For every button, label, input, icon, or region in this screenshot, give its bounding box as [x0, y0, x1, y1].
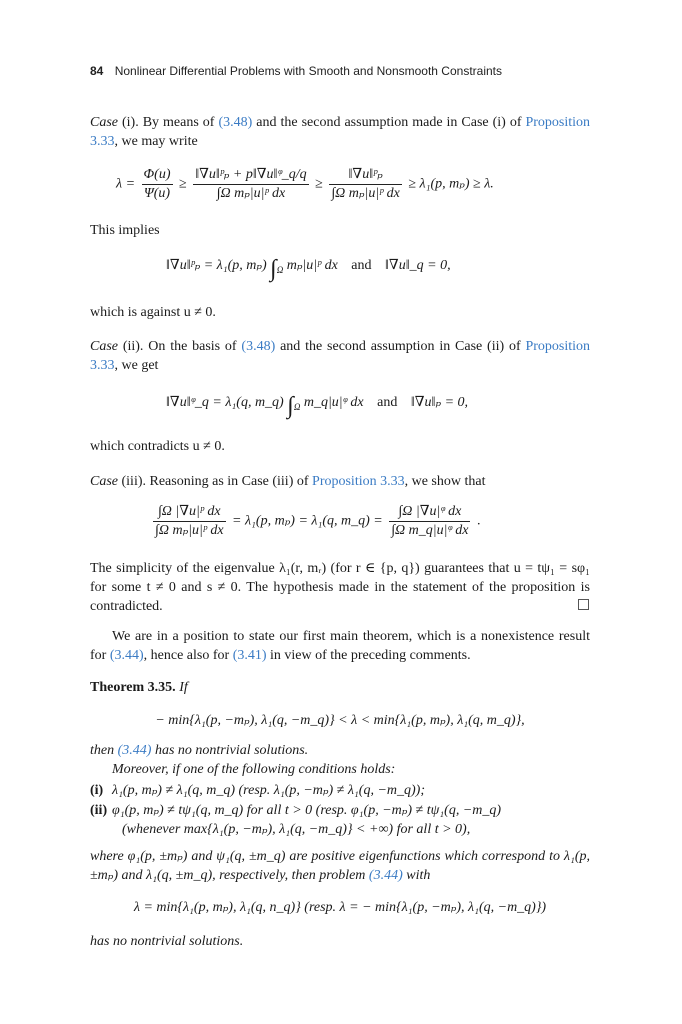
position-paragraph — [90, 627, 590, 665]
case-2-text-b: and the second assumption in Case (ii) of — [280, 339, 521, 354]
denominator: ∫Ω mₚ|u|ᵖ dx — [331, 186, 400, 201]
running-header — [90, 64, 590, 78]
numerator: ‖∇u‖ᵖₚ + p‖∇u‖ᵠ_q/q — [193, 166, 308, 185]
case-label: Case — [90, 339, 118, 354]
fraction — [142, 166, 173, 203]
condition-ii-continued — [122, 820, 592, 839]
case-number: (i). — [122, 115, 139, 130]
case-1-text-b: and the second assumption made in Case (i) of — [256, 115, 522, 130]
fraction — [193, 166, 308, 203]
equation-2 — [166, 256, 451, 283]
contradicts-sentence: which contradicts u ≠ 0. — [90, 439, 225, 454]
fraction — [329, 166, 402, 203]
eq3-left: ‖∇u‖ᵠ_q = λ₁(q, m_q) — [166, 395, 284, 410]
eq2-right: ‖∇u‖_q = 0, — [385, 258, 451, 273]
then-text-a: then — [90, 743, 115, 758]
case-3-text-a: Reasoning as in Case (iii) of — [149, 474, 309, 489]
condition-i — [90, 781, 590, 800]
integrand: mₚ|u|ᵖ dx — [286, 258, 338, 273]
integrand: m_q|u|ᵠ dx — [303, 395, 364, 410]
equation-3 — [166, 393, 468, 420]
case-3-paragraph — [90, 472, 590, 491]
condition-label: (i) — [90, 783, 104, 798]
condition-ii — [90, 801, 590, 820]
proposition-link[interactable]: Proposition 3.33 — [90, 339, 591, 373]
contradicts-text — [90, 437, 590, 456]
against-text — [90, 303, 590, 322]
eq3-right: ‖∇u‖ₚ = 0, — [410, 395, 469, 410]
then-text-b: has no nontrivial solutions. — [154, 743, 309, 758]
theorem-heading — [90, 678, 590, 697]
numerator: Φ(u) — [142, 166, 173, 185]
condition-text: φ₁(p, mₚ) ≠ tψ₁(q, m_q) for all t > 0 (resp. φ₁(p, −mₚ) ≠ tψ₁(q, −m_q) — [112, 803, 502, 818]
moreover-line: Moreover, if one of the following conditions holds: — [112, 762, 396, 777]
case-1-paragraph — [90, 113, 590, 151]
qed-square-icon — [578, 599, 589, 610]
denominator: Ψ(u) — [143, 186, 171, 201]
case-2-paragraph — [90, 337, 590, 375]
where-paragraph — [90, 847, 590, 885]
eq1-tail: ≥ λ₁(p, mₚ) ≥ λ. — [408, 176, 494, 192]
then-line — [90, 741, 590, 760]
equation-link[interactable]: (3.48) — [241, 339, 276, 354]
case-2-text-a: On the basis of — [148, 339, 237, 354]
against-sentence: which is against u ≠ 0. — [90, 305, 216, 320]
eq1-lhs: λ = — [116, 176, 136, 192]
denominator: ∫Ω mₚ|u|ᵖ dx — [216, 186, 286, 201]
and-word: and — [351, 258, 372, 273]
equation-link[interactable]: (3.44) — [368, 868, 403, 883]
simplicity-paragraph: The simplicity of the eigenvalue λ₁(r, mᵣ) (for r ∈ {p, q}) guarantees that u = tψ₁ = sφ₁ for some t ≠ 0 and s ≠ 0. The hypothesis made in the statement of the proposition is contradicted. — [90, 561, 590, 614]
geq-sign: ≥ — [315, 176, 323, 192]
integral-sign: ∫ — [270, 256, 277, 282]
condition-text-continued: (whenever max{λ₁(p, −mₚ), λ₁(q, −m_q)} < +∞) for all t > 0), — [122, 822, 471, 837]
equation-4 — [150, 503, 480, 540]
equation-1 — [116, 166, 494, 203]
page-number: 84 — [90, 64, 104, 78]
numerator: ‖∇u‖ᵖₚ — [329, 166, 402, 185]
eq4-end: . — [476, 513, 481, 529]
theorem-if: If — [179, 680, 188, 695]
denominator: ∫Ω m_q|u|ᵠ dx — [391, 523, 469, 538]
integral-sign: ∫ — [287, 393, 294, 419]
case-1-text-c: , we may write — [114, 134, 198, 149]
final-line: has no nontrivial solutions. — [90, 934, 244, 949]
equation-link[interactable]: (3.48) — [218, 115, 253, 130]
and-word: and — [377, 395, 398, 410]
condition-label: (ii) — [90, 803, 108, 818]
eq5-text: − min{λ₁(p, −mₚ), λ₁(q, −m_q)} < λ < min{λ₁(p, mₚ), λ₁(q, m_q)}, — [155, 713, 525, 728]
geq-sign: ≥ — [179, 176, 187, 192]
fraction — [153, 503, 226, 540]
denominator: ∫Ω mₚ|u|ᵖ dx — [155, 523, 224, 538]
equation-link[interactable]: (3.44) — [109, 648, 144, 663]
case-3-text-b: , we show that — [404, 474, 486, 489]
eq2-left: ‖∇u‖ᵖₚ = λ₁(p, mₚ) — [166, 258, 267, 273]
fraction — [389, 503, 470, 540]
integral-domain: Ω — [276, 264, 284, 275]
equation-5 — [90, 712, 590, 729]
integral-domain: Ω — [293, 401, 301, 412]
case-1-text-a: By means of — [142, 115, 215, 130]
proposition-link[interactable]: Proposition 3.33 — [312, 474, 405, 489]
equation-link[interactable]: (3.44) — [117, 743, 152, 758]
eq4-middle: = λ₁(p, mₚ) = λ₁(q, m_q) = — [232, 513, 383, 529]
case-label: Case — [90, 115, 118, 130]
equation-6 — [90, 899, 590, 916]
equation-link[interactable]: (3.41) — [232, 648, 267, 663]
running-title: Nonlinear Differential Problems with Smooth and Nonsmooth Constraints — [114, 64, 503, 78]
case-number: (iii). — [121, 474, 146, 489]
eq6-text: λ = min{λ₁(p, mₚ), λ₁(q, n_q)} (resp. λ = − min{λ₁(p, −mₚ), λ₁(q, −m_q)}) — [133, 900, 547, 915]
proposition-link[interactable]: Proposition 3.33 — [90, 115, 591, 149]
implies-text: This implies — [90, 223, 160, 238]
case-number: (ii). — [122, 339, 144, 354]
theorem-title: Theorem 3.35. — [90, 680, 176, 695]
where-text-a: where φ₁(p, ±mₚ) and ψ₁(q, ±m_q) are positive eigenfunctions which correspond to λ₁(p, ±mₚ) and λ₁(q, ±m_q), respectively, then problem — [90, 849, 590, 883]
case-label: Case — [90, 474, 118, 489]
position-text-a: We are in a position to state our first main theorem, which is a nonexistence result for — [90, 629, 590, 663]
numerator: ∫Ω |∇u|ᵖ dx — [153, 503, 226, 522]
numerator: ∫Ω |∇u|ᵠ dx — [389, 503, 470, 522]
condition-text: λ₁(p, mₚ) ≠ λ₁(q, m_q) (resp. λ₁(p, −mₚ) ≠ λ₁(q, −m_q)); — [112, 783, 425, 798]
position-text-c: in view of the preceding comments. — [270, 648, 471, 663]
position-text-b: , hence also for — [143, 648, 230, 663]
where-text-b: with — [406, 868, 431, 883]
case-2-text-c: , we get — [114, 358, 159, 373]
